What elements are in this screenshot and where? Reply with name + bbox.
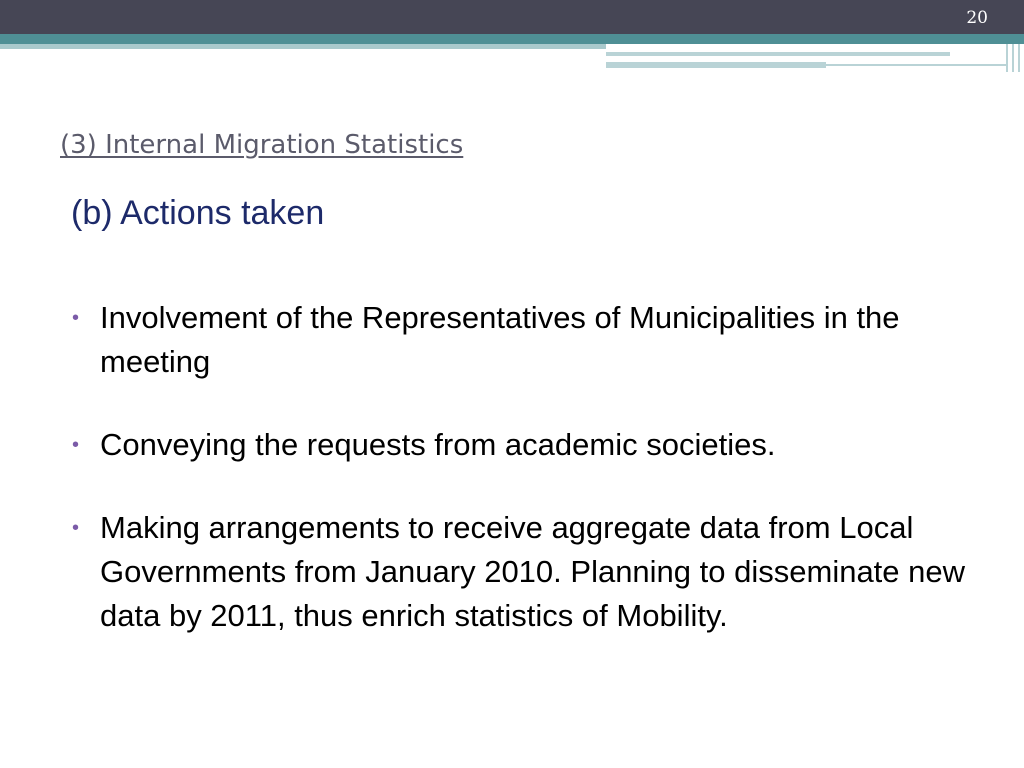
- bullet-icon: •: [72, 307, 80, 329]
- decorative-line: [606, 52, 950, 56]
- slide-subtitle: (b) Actions taken: [71, 194, 325, 232]
- bullet-list: [72, 296, 972, 677]
- decorative-line: [606, 62, 826, 68]
- decorative-line: [1006, 44, 1008, 72]
- bullet-icon: •: [72, 434, 80, 456]
- bullet-item: [72, 296, 972, 384]
- bullet-icon: •: [72, 517, 80, 539]
- bullet-text: Involvement of the Representatives of Municipalities in the meeting: [100, 300, 900, 379]
- decorative-line: [1018, 44, 1020, 72]
- header-accent-band: [0, 34, 1024, 44]
- bullet-text: Conveying the requests from academic societies.: [100, 427, 776, 462]
- decorative-side-lines: [1004, 44, 1024, 72]
- page-number: 20: [966, 8, 988, 28]
- decorative-line: [826, 64, 1006, 66]
- bullet-item: [72, 423, 972, 467]
- slide-title: (3) Internal Migration Statistics: [60, 130, 464, 160]
- bullet-item: [72, 506, 972, 638]
- decorative-line: [1012, 44, 1014, 72]
- bullet-text: Making arrangements to receive aggregate data from Local Governments from January 2010. Planning to disseminate new data by 2011, thus enrich statistics of Mobility.: [100, 510, 966, 633]
- header-bar: [0, 0, 1024, 34]
